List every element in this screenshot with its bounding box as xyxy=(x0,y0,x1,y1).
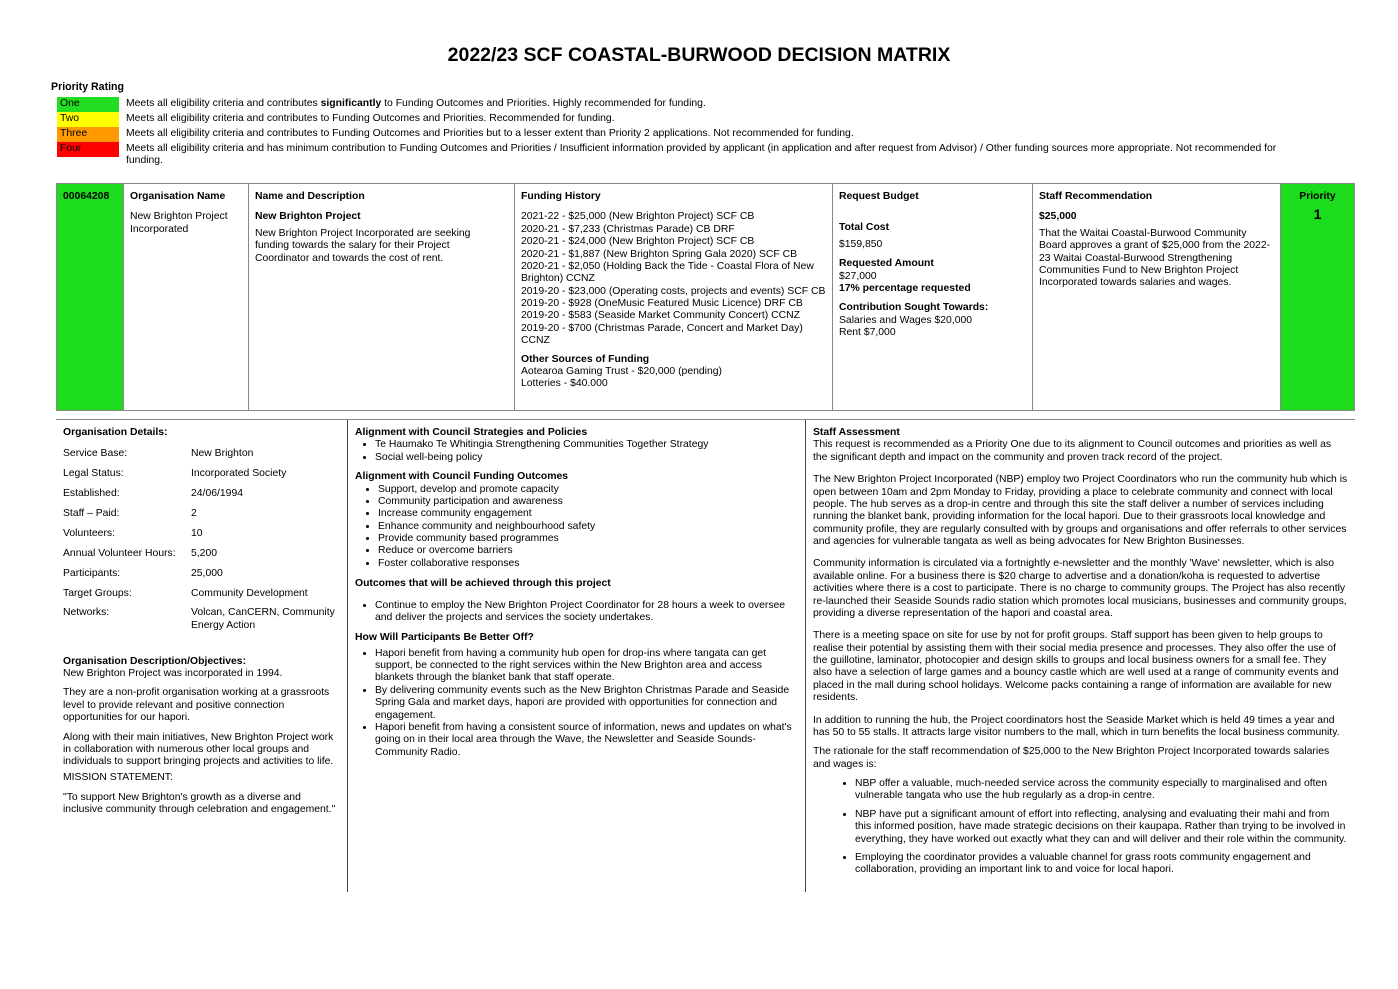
strategy-item: • Social well-being policy xyxy=(375,452,798,464)
detail-value: Volcan, CanCERN, Community Energy Action xyxy=(191,607,335,631)
staff-recommendation-cell xyxy=(1033,184,1281,410)
outcome-item: • Enhance community and neighbourhood safety xyxy=(378,521,798,533)
priority-heading: Priority xyxy=(1299,191,1336,202)
detail-row xyxy=(63,468,340,480)
staff-assessment-column xyxy=(806,420,1355,892)
contribution-item: Salaries and Wages $20,000 xyxy=(839,314,973,326)
requested-amount-label: Requested Amount xyxy=(839,258,934,270)
outcome-item: • Increase community engagement xyxy=(378,508,798,520)
funding-history-item: 2019-20 - $23,000 (Operating costs, projects and events) SCF CB xyxy=(521,285,826,297)
priority-rating-legend xyxy=(57,97,1307,168)
priority-row-three xyxy=(57,127,1307,142)
funding-history-item: 2020-21 - $1,887 (New Brighton Spring Gala 2020) SCF CB xyxy=(521,248,798,260)
strategies-list xyxy=(355,439,798,464)
detail-value: 2 xyxy=(191,508,197,519)
mission-statement: "To support New Brighton's growth as a diverse and inclusive community through celebration and engagement." xyxy=(63,792,336,816)
funding-history-item: 2020-21 - $2,050 (Holding Back the Tide - Coastal Flora of New Brighton) CCNZ xyxy=(521,260,814,285)
detail-key: Networks: xyxy=(63,607,110,619)
funding-history-item: 2021-22 - $25,000 (New Brighton Project) SCF CB xyxy=(521,211,755,223)
priority-swatch-four: Four xyxy=(57,142,119,157)
application-id: 00064208 xyxy=(63,191,110,202)
outcome-item: • Reduce or overcome barriers xyxy=(378,545,798,557)
other-sources-heading: Other Sources of Funding xyxy=(521,353,650,365)
rationale-item: • NBP have put a significant amount of effort into reflecting, analysing and evaluating their mahi and from this informed position, have made strategic decisions on their kaupapa. Rather than trying to be involved in everything, they have worked out exactly what they can and will deliver and their role within the community. xyxy=(855,809,1348,846)
detail-row xyxy=(63,528,340,540)
better-off-heading: How Will Participants Be Better Off? xyxy=(355,632,534,644)
contribution-label: Contribution Sought Towards: xyxy=(839,302,989,314)
funding-history-item: 2019-20 - $700 (Christmas Parade, Concert and Market Day) CCNZ xyxy=(521,322,803,347)
other-source-item: Aotearoa Gaming Trust - $20,000 (pending) xyxy=(521,365,723,377)
org-name: New Brighton Project Incorporated xyxy=(130,211,228,235)
funding-history-item: 2020-21 - $7,233 (Christmas Parade) CB DRF xyxy=(521,223,735,235)
strategies-heading: Alignment with Council Strategies and Policies xyxy=(355,427,588,438)
priority-row-two xyxy=(57,112,1307,127)
staff-recommendation-amount: $25,000 xyxy=(1039,211,1077,223)
funding-history-item: 2019-20 - $583 (Seaside Market Community Concert) CCNZ xyxy=(521,310,800,322)
priority-swatch-two: Two xyxy=(57,112,119,127)
name-description-heading: Name and Description xyxy=(255,191,365,202)
rationale-item: • Employing the coordinator provides a valuable channel for grass roots community engagement and collaboration, providing an important link to and voice for local hapori. xyxy=(855,852,1348,877)
rationale-item: • NBP offer a valuable, much-needed service across the community especially to marginalised and often vulnerable tangata who use the hub regularly as a drop-in centre. xyxy=(855,778,1348,803)
funding-history-list xyxy=(521,211,826,347)
name-description-cell xyxy=(249,184,515,410)
outcomes-heading: Alignment with Council Funding Outcomes xyxy=(355,471,568,483)
assessment-para: The rationale for the staff recommendation of $25,000 to the New Brighton Project Incorporated towards salaries and wages is: xyxy=(813,746,1330,770)
org-description-para: They are a non-profit organisation working at a grassroots level to provide relevant and positive connection opportunities for our hapori. xyxy=(63,687,330,724)
detail-value: 5,200 xyxy=(191,547,218,559)
detail-key: Staff – Paid: xyxy=(63,508,120,519)
contribution-item: Rent $7,000 xyxy=(839,327,896,338)
detail-row xyxy=(63,488,340,500)
staff-recommendation-heading: Staff Recommendation xyxy=(1039,191,1153,202)
detail-key: Established: xyxy=(63,488,120,500)
funding-history-item: 2020-21 - $24,000 (New Brighton Project) SCF CB xyxy=(521,236,755,248)
priority-swatch-one: One xyxy=(57,97,119,112)
funding-history-cell xyxy=(515,184,833,410)
priority-row-four xyxy=(57,142,1307,168)
org-description-heading: Organisation Description/Objectives: xyxy=(63,655,247,667)
better-off-list xyxy=(355,648,798,759)
priority-desc-three: Meets all eligibility criteria and contributes to Funding Outcomes and Priorities but to a lesser extent than Priority 2 applications. Not recommended for funding. xyxy=(126,128,854,139)
detail-row xyxy=(63,568,340,580)
detail-value: 10 xyxy=(191,527,203,539)
better-off-item: • Hapori benefit from having a community hub open for drop-ins where tangata can get support, be connected to the right services within the New Brighton area and access blankets through the blanket bank that staff operate. xyxy=(375,648,798,685)
staff-assessment-heading: Staff Assessment xyxy=(813,427,900,438)
achieved-heading: Outcomes that will be achieved through this project xyxy=(355,578,611,590)
priority-value: 1 xyxy=(1313,206,1322,223)
outcome-item: • Provide community based programmes xyxy=(378,533,798,545)
better-off-item: • Hapori benefit from having a consistent source of information, news and updates on what's going on in their local area through the Wave, the Newsletter and Seaside Sounds- Community Radio. xyxy=(375,722,798,759)
funding-history-heading: Funding History xyxy=(521,191,601,202)
better-off-item: • By delivering community events such as the New Brighton Christmas Parade and Seaside Spring Gala and market days, hapori are provided with opportunities for connection and engagement. xyxy=(375,685,798,722)
project-name: New Brighton Project xyxy=(255,211,361,223)
org-details-heading: Organisation Details: xyxy=(63,427,168,438)
other-source-item: Lotteries - $40.000 xyxy=(521,378,608,390)
assessment-para: The New Brighton Project Incorporated (NBP) employ two Project Coordinators who run the community hub which is open between 10am and 2pm Monday to Friday, providing a place to celebrate community and connect with local people. The hub serves as a drop-in centre and through this site the staff deliver a number of services including running the blanket bank, providing information for the local hapori. Due to their grassroots local knowledge and community profile, they are regularly consulted with by groups and organisations and offer referrals to other services and agencies for vulnerable tangata as well as being advocates for New Brighton Businesses. xyxy=(813,474,1348,547)
org-name-heading: Organisation Name xyxy=(130,191,226,202)
org-description-para: New Brighton Project was incorporated in 1994. xyxy=(63,668,283,679)
percentage-requested: 17% percentage requested xyxy=(839,282,971,294)
outcome-item: • Foster collaborative responses xyxy=(378,558,798,570)
priority-row-one xyxy=(57,97,1307,112)
details-section xyxy=(56,419,1355,892)
detail-key: Annual Volunteer Hours: xyxy=(63,547,176,559)
detail-key: Volunteers: xyxy=(63,527,115,539)
detail-key: Participants: xyxy=(63,567,121,579)
detail-row xyxy=(63,588,340,600)
priority-cell xyxy=(1281,184,1354,410)
detail-key: Legal Status: xyxy=(63,468,124,480)
achieved-item: • Continue to employ the New Brighton Project Coordinator for 28 hours a week to oversee and deliver the projects and services the society undertakes. xyxy=(375,600,798,625)
detail-key: Service Base: xyxy=(63,448,128,460)
staff-recommendation-text: That the Waitai Coastal-Burwood Community Board approves a grant of $25,000 from the 2022-23 Waitai Coastal-Burwood Strengthening Communities Fund to New Brighton Project Incorporated towards salaries and wages. xyxy=(1039,227,1271,289)
rationale-list xyxy=(813,778,1348,877)
priority-rating-heading: Priority Rating xyxy=(51,81,124,93)
strategy-item: • Te Haumako Te Whitingia Strengthening Communities Together Strategy xyxy=(375,439,798,451)
assessment-para: In addition to running the hub, the Project coordinators host the Seaside Market which is held 49 times a year and has 50 to 55 stalls. It attracts large visitor numbers to the mall, which in turn benefits the local business community. xyxy=(813,714,1340,738)
detail-value: 24/06/1994 xyxy=(191,488,244,500)
detail-row xyxy=(63,548,340,560)
detail-row xyxy=(63,508,340,520)
mission-statement-label: MISSION STATEMENT: xyxy=(63,771,173,783)
org-name-cell xyxy=(124,184,249,410)
priority-swatch-three: Three xyxy=(57,127,119,142)
outcome-item: • Support, develop and promote capacity xyxy=(378,484,798,496)
priority-desc-one: Meets all eligibility criteria and contributes significantly to Funding Outcomes and Priorities. Highly recommended for funding. xyxy=(126,98,706,109)
assessment-para: Community information is circulated via a fortnightly e-newsletter and the monthly 'Wave' newsletter, which is also available online. For a business there is $20 charge to advertise and a donation/koha is requested to advertise activities where there is a cost to participate. There is no charge to community groups. The Project has also recently re-launched their Seaside Sounds radio station which promotes local musicians, businesses and community groups, providing a diverse representation of the hapori and coastal area. xyxy=(813,558,1347,619)
application-id-cell xyxy=(57,184,124,410)
detail-row xyxy=(63,448,340,460)
assessment-para: There is a meeting space on site for use by not for profit groups. Staff support has been given to help groups to realise their potential by assisting them with their social media presence and processes. They also offer the use of the guillotine, laminator, photocopier and design skills to groups and local business owners for a small fee. They also have a selection of large games and a bouncy castle which are well used at a range of community events and placed in the mall during school holidays. Welcome packs containing a range of information are available for new residents. xyxy=(813,630,1339,704)
outcomes-list xyxy=(355,484,798,571)
alignment-column xyxy=(348,420,806,892)
application-row xyxy=(56,183,1355,411)
total-cost-label: Total Cost xyxy=(839,222,890,234)
priority-desc-four: Meets all eligibility criteria and has minimum contribution to Funding Outcomes and Priorities / Insufficient information provided by applicant (in application and after request from Advisor) / Other funding sources more appropriate. Not recommended for funding. xyxy=(126,143,1277,167)
outcome-item: • Community participation and awareness xyxy=(378,496,798,508)
request-budget-cell xyxy=(833,184,1033,410)
org-description-para: Along with their main initiatives, New Brighton Project work in collaboration with numerous other local groups and individuals to support bringing projects and activities to life. xyxy=(63,731,334,768)
detail-value: 25,000 xyxy=(191,567,223,579)
requested-amount-value: $27,000 xyxy=(839,270,877,282)
detail-value: Incorporated Society xyxy=(191,468,287,480)
total-cost-value: $159,850 xyxy=(839,238,883,250)
achieved-list xyxy=(355,600,798,625)
organisation-details-column xyxy=(56,420,348,892)
request-budget-heading: Request Budget xyxy=(839,191,919,202)
detail-value: New Brighton xyxy=(191,448,254,460)
detail-key: Target Groups: xyxy=(63,587,132,599)
page-title: 2022/23 SCF COASTAL-BURWOOD DECISION MATRIX xyxy=(447,44,951,66)
project-description: New Brighton Project Incorporated are seeking funding towards the salary for their Project Coordinator and towards the cost of rent. xyxy=(255,227,471,264)
assessment-para: This request is recommended as a Priority One due to its alignment to Council outcomes and priorities as well as the significant depth and impact on the community and proven track record of the project. xyxy=(813,439,1332,463)
funding-history-item: 2019-20 - $928 (OneMusic Featured Music Licence) DRF CB xyxy=(521,298,803,309)
detail-value: Community Development xyxy=(191,587,308,599)
priority-desc-two: Meets all eligibility criteria and contributes to Funding Outcomes and Priorities. Recommended for funding. xyxy=(126,113,615,124)
detail-row xyxy=(63,607,340,632)
